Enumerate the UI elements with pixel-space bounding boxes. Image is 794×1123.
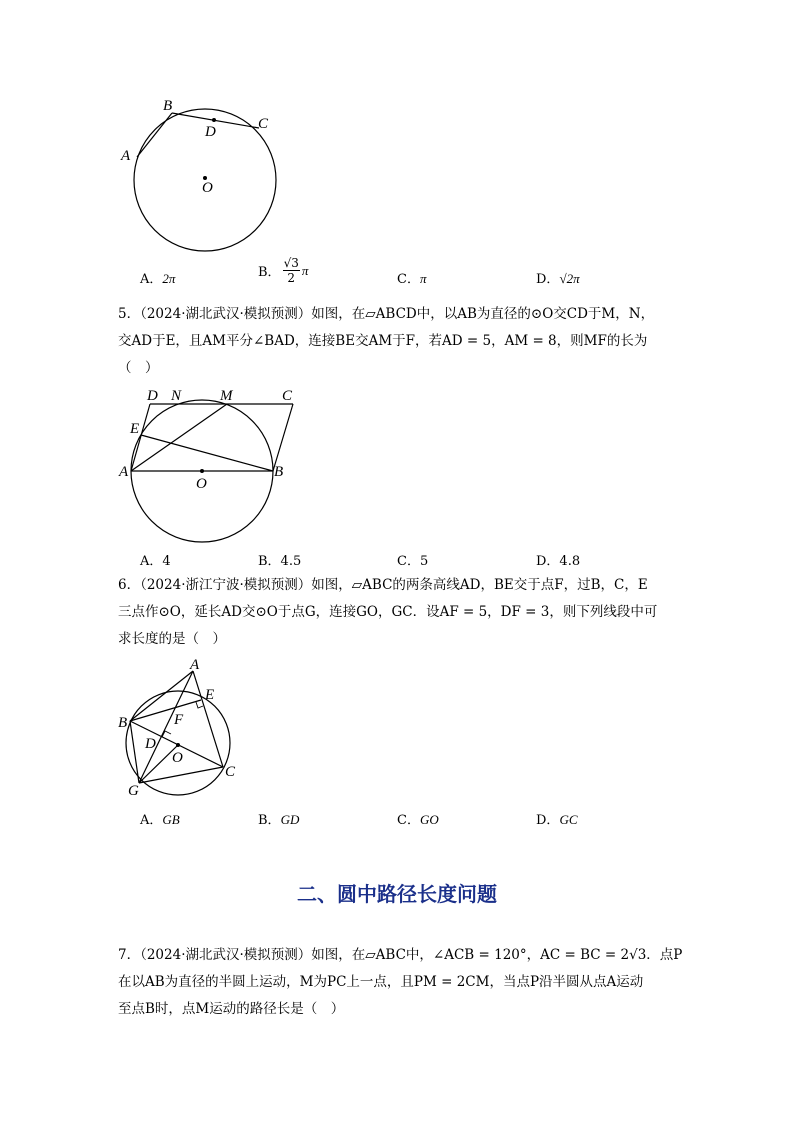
q5-option-b: B．4.5 [258, 554, 302, 569]
q5-label-b: B [274, 464, 284, 480]
q6-label-f: F [174, 712, 184, 728]
q4-label-b: B [163, 98, 173, 114]
q5-segment-be [141, 435, 273, 471]
q4-label-a: A [121, 148, 131, 164]
q6-line-3: 求长度的是（ ） [118, 631, 226, 647]
q6-altitude-ag [139, 671, 193, 783]
q5-line-1: 5．（2024·湖北武汉·模拟预测）如图，在▱ABCD中，以AB为直径的⊙O交CD于M，N， [118, 306, 655, 322]
q5-option-d: D．4.8 [536, 554, 581, 569]
q4-figure [110, 90, 290, 260]
q4-chord-ab [137, 113, 172, 157]
q5-figure [110, 385, 310, 545]
q6-right-angle-e [196, 702, 203, 708]
q7-line-2: 在以AB为直径的半圆上运动，M为PC上一点，且PM = 2CM，当点P沿半圆从点A运动 [118, 974, 644, 990]
q4-label-d: D [205, 124, 216, 140]
q5-label-m: M [220, 388, 233, 404]
q6-figure [110, 655, 250, 805]
q4-option-c: C．π [397, 271, 427, 287]
q5-point-o [200, 469, 204, 473]
q5-segment-am [131, 404, 227, 471]
q4-option-a: A．2π [140, 271, 176, 287]
q6-side-ab [130, 671, 193, 721]
q4-label-o: O [202, 180, 213, 196]
q7-line-1: 7．（2024·湖北武汉·模拟预测）如图，在▱ABC中，∠ACB = 120°，AC = BC = 2√3．点P [118, 947, 683, 963]
q5-option-c: C．5 [397, 554, 429, 569]
q6-label-a: A [190, 657, 200, 673]
q7-line-3: 至点B时，点M运动的路径长是（ ） [118, 1001, 345, 1017]
q6-label-e: E [205, 687, 215, 703]
q6-label-c: C [225, 764, 236, 780]
q5-side-cb [273, 404, 293, 471]
q5-option-a: A．4 [140, 554, 171, 569]
q5-label-d: D [147, 388, 158, 404]
q6-option-d: D．GC [536, 812, 578, 828]
q6-side-ac [193, 671, 223, 767]
q6-line-1: 6．（2024·浙江宁波·模拟预测）如图，▱ABC的两条高线AD，BE交于点F，过B，C，E [118, 577, 648, 593]
q6-option-c: C．GO [397, 812, 439, 828]
q6-label-g: G [128, 783, 139, 799]
q6-option-b: B．GD [258, 812, 300, 828]
section-heading: 二、圆中路径长度问题 [297, 882, 497, 906]
q6-label-o: O [172, 750, 183, 766]
q4-option-b: B． √3 2 π [258, 256, 309, 285]
q5-line-2: 交AD于E，且AM平分∠BAD，连接BE交AM于F，若AD = 5，AM = 8，则MF的长为 [118, 333, 648, 349]
q5-label-n: N [171, 388, 182, 404]
q5-label-e: E [130, 421, 140, 437]
q6-altitude-be [130, 700, 201, 721]
q6-segment-gb [130, 721, 139, 783]
q5-label-o: O [196, 476, 207, 492]
q6-label-d: D [145, 736, 156, 752]
q4-fraction: √3 2 [283, 256, 299, 285]
q4-label-c: C [258, 116, 269, 132]
q6-line-2: 三点作⊙O，延长AD交⊙O于点G，连接GO，GC．设AF = 5，DF = 3，则下列线段中可 [118, 604, 658, 620]
q6-option-a: A．GB [140, 812, 180, 828]
q6-label-b: B [118, 715, 128, 731]
q4-point-d [212, 118, 216, 122]
q5-side-ad [131, 404, 150, 471]
q5-line-3: （ ） [118, 360, 159, 376]
q6-point-o [176, 743, 180, 747]
q5-label-a: A [119, 464, 129, 480]
q5-label-c: C [282, 388, 293, 404]
q4-option-d: D．√2π [536, 271, 580, 287]
q6-segment-gc [139, 767, 223, 783]
